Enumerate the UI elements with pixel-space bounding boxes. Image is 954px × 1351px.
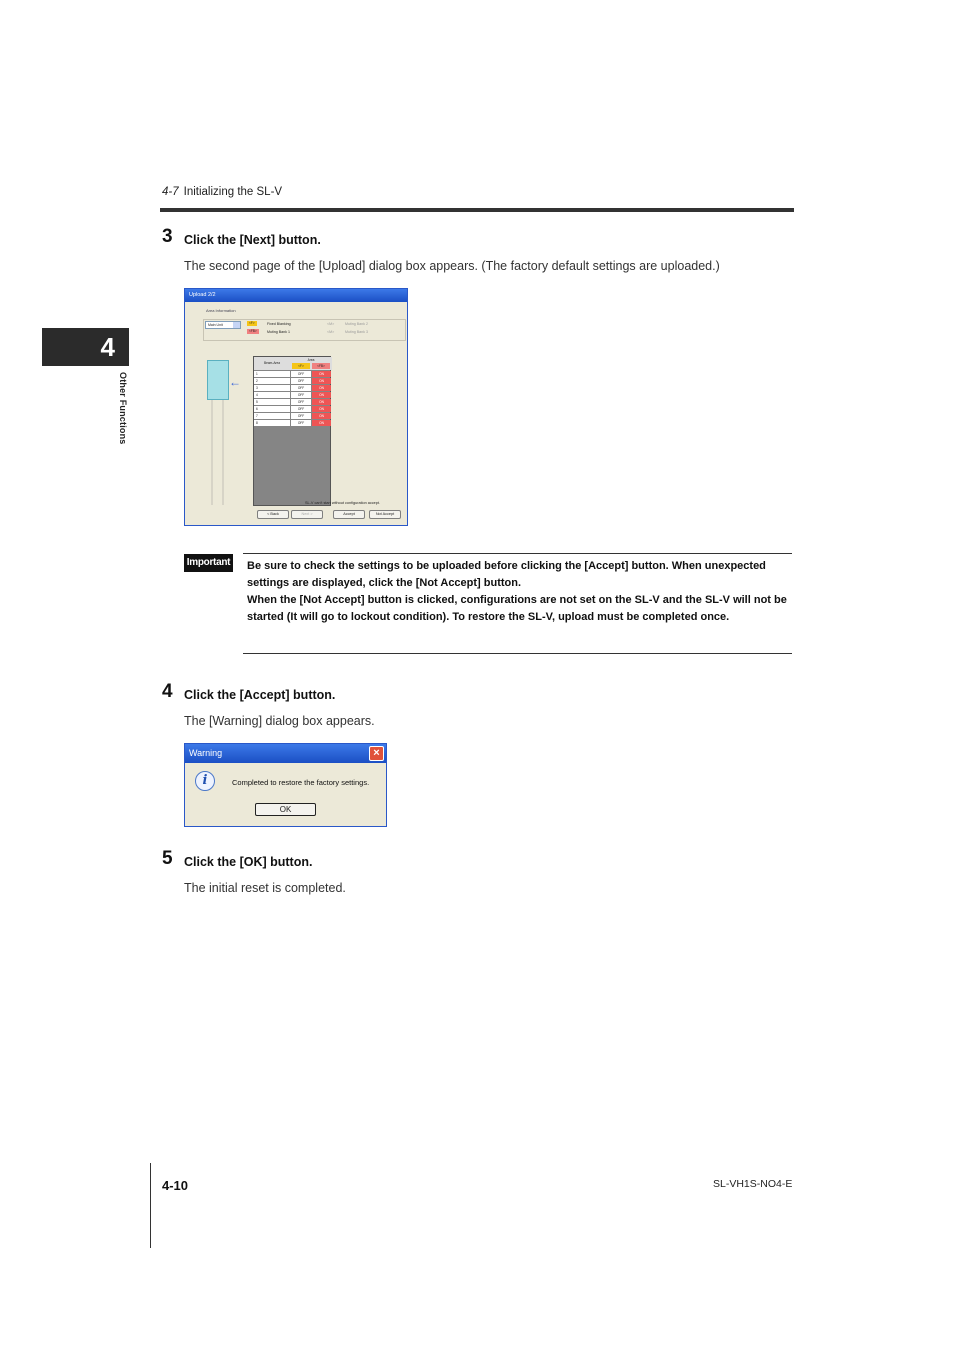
row-off: OFF	[291, 406, 311, 412]
badge-m3: <M>	[327, 330, 335, 334]
row-off: OFF	[291, 399, 311, 405]
row-number: 4	[254, 392, 290, 398]
chapter-side-label: Other Functions	[118, 372, 128, 445]
table-row	[254, 420, 332, 427]
important-text-2: When the [Not Accept] button is clicked, configurations are not set on the SL-V and the SL-V will not be started (It will go to lockout condition). To restore the SL-V, upload must be completed once.	[247, 594, 787, 623]
warning-dialog	[184, 743, 387, 827]
step-4-number: 4	[162, 681, 173, 702]
chapter-tab: 4	[42, 328, 129, 366]
row-off: OFF	[291, 371, 311, 377]
not-accept-button[interactable]: Not Accept	[369, 510, 401, 519]
label-muting-bank-2: Muting Bank 2	[345, 322, 368, 326]
header-sub-fb: <FB>	[312, 363, 330, 369]
row-on: ON	[312, 420, 331, 426]
step-5-desc: The initial reset is completed.	[184, 881, 346, 895]
close-icon[interactable]: ×	[369, 746, 384, 761]
unit-select[interactable]	[205, 321, 241, 329]
row-off: OFF	[291, 413, 311, 419]
header-rule	[160, 208, 794, 212]
step-5-number: 5	[162, 848, 173, 869]
arrow-left-icon: ←	[229, 375, 241, 389]
table-row	[254, 399, 332, 406]
badge-m2: <M>	[327, 322, 335, 326]
table-row	[254, 371, 332, 378]
row-number: 8	[254, 420, 290, 426]
header-area: Area	[307, 358, 315, 362]
step-3-number: 3	[162, 226, 173, 247]
row-on: ON	[312, 413, 331, 419]
info-icon: i	[195, 771, 215, 791]
section-number: 4-7	[162, 186, 179, 198]
row-number: 1	[254, 371, 290, 377]
step-5-title: Click the [OK] button.	[184, 855, 313, 869]
step-4-desc: The [Warning] dialog box appears.	[184, 714, 375, 728]
important-rule-top	[243, 553, 792, 554]
upload-dialog-title: Upload 2/2	[185, 289, 407, 302]
row-number: 7	[254, 413, 290, 419]
label-muting-bank-3: Muting Bank 3	[345, 330, 368, 334]
label-muting-bank-1: Muting Bank 1	[267, 330, 290, 334]
badge-fixed: <F>	[249, 321, 255, 325]
area-table	[253, 356, 331, 506]
label-fixed-blanking: Fixed Blanking	[267, 322, 291, 326]
important-text	[247, 558, 792, 626]
warning-title-text: Warning	[189, 748, 223, 758]
step-4-title: Click the [Accept] button.	[184, 688, 336, 702]
table-row	[254, 385, 332, 392]
table-row	[254, 392, 332, 399]
row-on: ON	[312, 406, 331, 412]
table-row	[254, 406, 332, 413]
upload-dialog-note: SL-V can't start without configuration accept.	[305, 501, 381, 505]
table-row	[254, 378, 332, 385]
row-off: OFF	[291, 385, 311, 391]
header-sub-f: <F>	[292, 363, 310, 369]
badge-fb: <FB>	[249, 329, 257, 333]
footer-rule	[150, 1163, 151, 1248]
row-number: 2	[254, 378, 290, 384]
row-number: 5	[254, 399, 290, 405]
row-on: ON	[312, 399, 331, 405]
upload-dialog	[184, 288, 408, 526]
important-text-1: Be sure to check the settings to be uploaded before clicking the [Accept] button. When unexpected settings are displayed, click the [Not Accept] button.	[247, 560, 766, 589]
document-code: SL-VH1S-NO4-E	[713, 1178, 793, 1190]
area-info-label: Area Information	[206, 308, 236, 313]
running-header	[162, 186, 282, 198]
unit-select-value: Main Unit	[208, 323, 223, 327]
row-on: ON	[312, 392, 331, 398]
row-off: OFF	[291, 420, 311, 426]
row-off: OFF	[291, 392, 311, 398]
sensor-highlight	[207, 360, 229, 400]
page-number: 4-10	[162, 1178, 189, 1193]
step-3-title: Click the [Next] button.	[184, 233, 321, 247]
table-header	[254, 357, 332, 370]
row-number: 6	[254, 406, 290, 412]
important-rule-bottom	[243, 653, 792, 654]
accept-button[interactable]: Accept	[333, 510, 365, 519]
step-3-desc: The second page of the [Upload] dialog box appears. (The factory default settings are uploaded.)	[184, 259, 720, 273]
back-button[interactable]: < Back	[257, 510, 289, 519]
table-row	[254, 413, 332, 420]
next-button[interactable]: Next >	[291, 510, 323, 519]
important-tag: Important	[184, 554, 233, 572]
row-number: 3	[254, 385, 290, 391]
ok-button[interactable]: OK	[255, 803, 316, 816]
row-on: ON	[312, 385, 331, 391]
row-on: ON	[312, 378, 331, 384]
row-off: OFF	[291, 378, 311, 384]
header-beam-area: Beam-Area	[263, 361, 281, 365]
chevron-down-icon	[233, 322, 240, 328]
warning-dialog-title	[185, 744, 386, 763]
section-title: Initializing the SL-V	[183, 186, 283, 198]
warning-message: Completed to restore the factory settings.	[232, 778, 370, 787]
row-on: ON	[312, 371, 331, 377]
